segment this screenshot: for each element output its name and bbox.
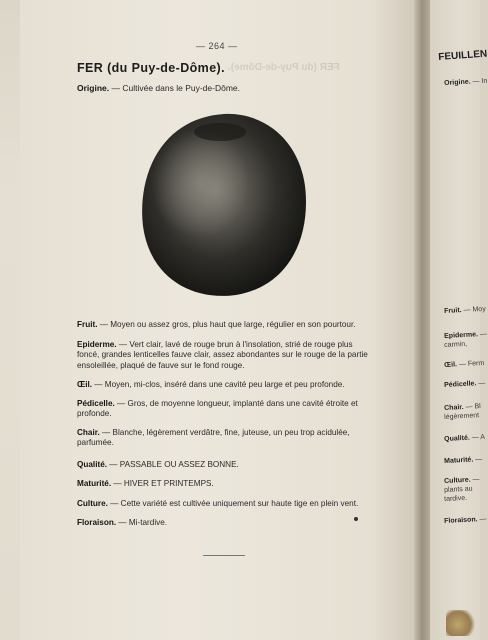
entry-qualite: Qualité. — PASSABLE OU ASSEZ BONNE. [77, 460, 239, 469]
right-page-line: carmin, [444, 340, 468, 349]
entry-maturite: Maturité. — HIVER ET PRINTEMPS. [77, 479, 214, 488]
right-page [430, 0, 488, 640]
watermark-logo [446, 610, 476, 636]
right-page-line: Floraison. — [444, 515, 487, 525]
entry-floraison: Floraison. — Mi-tardive. [77, 518, 168, 527]
right-page-line: plants au [444, 485, 473, 494]
entry-epiderme: Epiderme. — Vert clair, lavé de rouge brun à l'insolation, strié de rouge plus foncé, grandes lenticelles fauve clair, assez abondantes sur le rouge de la partie ensoleillée, plaqué de fauve sur le fond rouge. [77, 340, 368, 370]
end-rule [203, 555, 245, 556]
entry-oeil: Œil. — Moyen, mi-clos, inséré dans une cavité peu large et peu profonde. [77, 380, 345, 389]
right-page-line: Pédicelle. — [444, 379, 486, 389]
bleed-through-title: FER (du Puy-de-Dôme). [228, 62, 340, 73]
right-page-origin: Origine. — In [444, 77, 488, 87]
entry-chair: Chair. — Blanche, légèrement verdâtre, fine, juteuse, un peu trop acidulée, parfumée. [77, 428, 350, 448]
right-page-line: Œil. — Ferm [444, 359, 485, 369]
right-page-line: Maturité. — [444, 456, 483, 465]
right-page-line: Epiderme. — [444, 330, 488, 340]
page-number: — 264 — [196, 41, 238, 51]
entry-fruit: Fruit. — Moyen ou assez gros, plus haut que large, régulier en son pourtour. [77, 320, 356, 329]
ink-dot [354, 517, 358, 521]
right-page-line: Fruit. — Moy [444, 305, 486, 315]
page-title: FER (du Puy-de-Dôme). [77, 61, 225, 75]
apple-photo [140, 108, 308, 298]
right-page-line: tardive. [444, 494, 468, 503]
right-page-line: Culture. — [444, 476, 480, 485]
right-page-line: légèrement [444, 412, 480, 421]
right-page-title: FEUILLEN [438, 48, 488, 63]
right-page-line: Chair. — Bl [444, 403, 481, 412]
right-page-line: Qualité. — A [444, 433, 486, 443]
entry-pedicelle: Pédicelle. — Gros, de moyenne longueur, implanté dans une cavité étroite et profonde. [77, 399, 358, 419]
entry-culture: Culture. — Cette variété est cultivée uniquement sur haute tige en plein vent. [77, 499, 359, 508]
origin-line: Origine. — Cultivée dans le Puy-de-Dôme. [77, 83, 240, 93]
